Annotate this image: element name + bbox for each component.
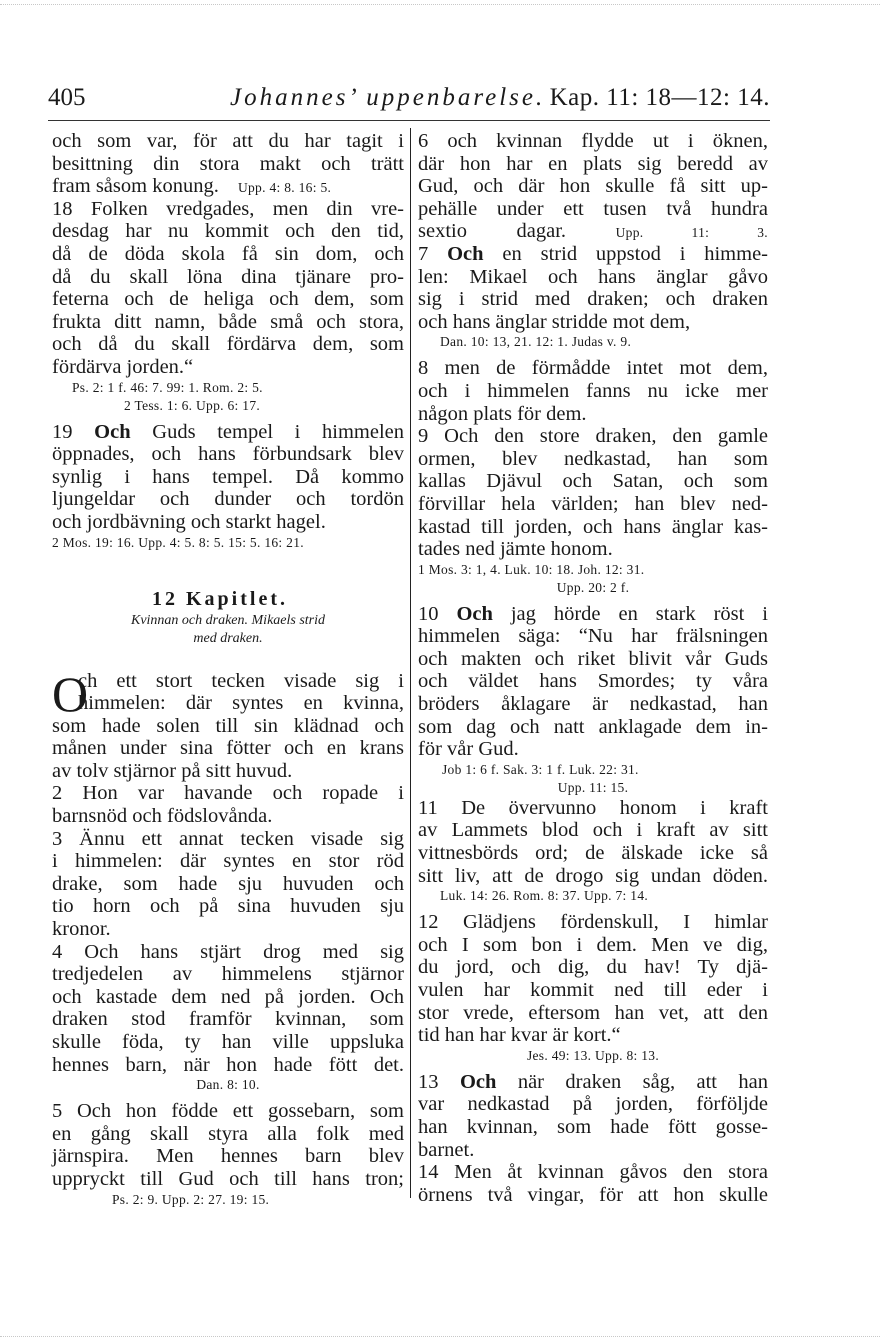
text-line: tid han har kvar är kort.“	[418, 1024, 621, 1047]
text-line: örnens två vingar, för att hon skulle	[418, 1183, 768, 1206]
text-line: någon plats för dem.	[418, 402, 587, 425]
column-divider	[410, 128, 411, 1198]
text-line: som hade solen till sin klädnad och	[52, 714, 404, 737]
chapter-reference: Kap. 11: 18—12: 14.	[549, 84, 770, 111]
text-line: kastad till jorden, och hans änglar kas-	[418, 515, 768, 538]
verse-14-start: 14 Men åt kvinnan gåvos den stora	[418, 1161, 768, 1184]
cross-reference: Ps. 2: 1 f. 46: 7. 99: 1. Rom. 2: 5.	[72, 379, 263, 395]
text-line: uppryckt till Gud och till hans tron;	[52, 1167, 404, 1190]
text-line: fördärva jorden.“	[52, 355, 194, 378]
text-line: kronor.	[52, 918, 111, 941]
verse-7-start	[418, 243, 768, 266]
spacer	[52, 552, 404, 586]
verse-och: Och	[459, 1070, 497, 1093]
cross-reference: Upp. 11: 15.	[557, 779, 629, 795]
text-line: drake, som hade sju huvuden och	[52, 872, 404, 895]
cross-reference: 1 Mos. 3: 1, 4. Luk. 10: 18. Joh. 12: 31.	[418, 561, 645, 577]
right-column	[418, 130, 768, 1206]
cross-reference: Dan. 8: 10.	[196, 1077, 260, 1093]
text-line: skulle föda, ty han ville uppsluka	[52, 1031, 404, 1053]
scan-edge-bottom	[0, 1336, 880, 1337]
line-text: jag hörde en stark röst i	[510, 602, 768, 625]
text-line: månen under sina fötter och en krans	[52, 737, 404, 760]
text-line: var nedkastad på jorden, förföljde	[418, 1093, 768, 1116]
text-line: feterna och de heliga och dem, som	[52, 288, 404, 311]
text-line: barnet.	[418, 1138, 475, 1161]
verse-11-start: 11 De övervunno honom i kraft	[418, 796, 768, 819]
verse-och: Och	[94, 420, 131, 443]
text-line: kallas Djävul och Satan, och som	[418, 470, 768, 493]
text-line: himmelen säga: “Nu har frälsningen	[418, 625, 768, 648]
verse-13-start	[418, 1071, 768, 1094]
text-line: och då du skall fördärva dem, som	[52, 333, 404, 356]
verse-18-start: 18 Folken vredgades, men din vre-	[52, 197, 404, 220]
text-line: och som var, för att du har tagit i	[52, 130, 404, 152]
cross-reference: Ps. 2: 9. Upp. 2: 27. 19: 15.	[112, 1191, 270, 1207]
verse-9-start: 9 Och den store draken, den gamle	[418, 425, 768, 448]
chapter-summary: med draken.	[193, 630, 263, 646]
text-line: draken stod framför kvinnan, som	[52, 1008, 404, 1031]
chapter-summary: Kvinnan och draken. Mikaels strid	[130, 612, 326, 628]
text-line	[418, 220, 768, 243]
scan-edge-top	[0, 4, 880, 5]
text-line: förvillar hela världen; han blev ned-	[418, 492, 768, 515]
cross-reference: Dan. 10: 13, 21. 12: 1. Judas v. 9.	[440, 334, 632, 350]
verse-number: 10	[418, 602, 439, 625]
text-line: och väldet hans Smordes; ty våra	[418, 670, 768, 693]
cross-reference: 2 Tess. 1: 6. Upp. 6: 17.	[124, 397, 261, 413]
verse-8-start: 8 men de förmådde intet mot dem,	[418, 357, 768, 380]
line-text: när draken såg, att han	[517, 1070, 769, 1093]
left-column	[52, 130, 404, 1209]
chapter-opening	[52, 665, 404, 722]
text-line: och kastade dem ned på jorden. Och	[52, 985, 404, 1008]
cross-reference: Upp. 11: 3.	[615, 225, 768, 241]
chapter-heading: 12 Kapitlet.	[152, 587, 288, 610]
text-line: och makten och riket blivit vår Guds	[418, 647, 768, 670]
text-line: vittnesbörds ord; de älskade icke så	[418, 842, 768, 865]
text-line: ch ett stort tecken visade sig i	[78, 669, 404, 692]
text-line: hennes barn, när hon hade fött det.	[52, 1053, 404, 1076]
line-text: Guds tempel i himmelen	[152, 420, 405, 443]
text-line: besittning din stora makt och trätt	[52, 152, 404, 175]
running-title: Johannes’ uppenbarelse.	[230, 84, 546, 111]
text-line: himmelen: där syntes en kvinna,	[78, 692, 404, 715]
text-line: järnspira. Men hennes barn blev	[52, 1145, 404, 1168]
verse-3-start: 3 Ännu ett annat tecken visade sig	[52, 827, 404, 850]
verse-och: Och	[447, 242, 484, 265]
cross-reference: 2 Mos. 19: 16. Upp. 4: 5. 8: 5. 15: 5. 16: 21.	[52, 534, 304, 550]
spacer	[52, 648, 404, 670]
drop-cap: O	[52, 665, 89, 722]
verse-19-start	[52, 421, 404, 444]
text-line: ljungeldar och dunder och tordön	[52, 488, 404, 511]
text-line	[52, 175, 404, 198]
text-line: tio horn och på sina huvuden sju	[52, 895, 404, 918]
text-line: desdag har nu kommit och den tid,	[52, 220, 404, 243]
cross-reference: Job 1: 6 f. Sak. 3: 1 f. Luk. 22: 31.	[442, 761, 639, 777]
text-line: pehälle under ett tusen två hundra	[418, 197, 768, 220]
text-line: stor vrede, eftersom han vet, att den	[418, 1001, 768, 1024]
text-line: frukta ditt namn, både små och stora,	[52, 310, 404, 333]
text-line: sig i strid med draken; och draken	[418, 288, 768, 311]
verse-6-start: 6 och kvinnan flydde ut i öknen,	[418, 130, 768, 152]
text-line: tredjedelen av himmelens stjärnor	[52, 963, 404, 986]
text-line: Gud, och där hon skulle få sitt up-	[418, 175, 768, 198]
line-text: sextio dagar.	[418, 220, 567, 243]
text-line: synlig i hans tempel. Då kommo	[52, 465, 404, 488]
cross-reference: Jes. 49: 13. Upp. 8: 13.	[526, 1047, 660, 1063]
text-line: i himmelen: där syntes en stor röd	[52, 850, 404, 873]
text-line: som dag och natt anklagade dem in-	[418, 715, 768, 738]
verse-10-start	[418, 603, 768, 626]
text-line: ormen, blev nedkastad, han som	[418, 447, 768, 470]
verse-number: 13	[418, 1070, 439, 1093]
page-number: 405	[48, 84, 86, 111]
text-line: där hon har en plats sig beredd av	[418, 152, 768, 175]
verse-4-start: 4 Och hans stjärt drog med sig	[52, 940, 404, 963]
text-line: och hans änglar stridde mot dem,	[418, 310, 691, 333]
verse-2-start: 2 Hon var havande och ropade i	[52, 782, 404, 805]
text-line: för vår Gud.	[418, 738, 519, 761]
text-line: då de döda skola få sin dom, och	[52, 242, 404, 265]
text-line: barnsnöd och födslovånda.	[52, 805, 273, 828]
text-line: vulen har kommit ned till eder i	[418, 979, 768, 1001]
verse-number: 19	[52, 420, 73, 443]
verse-number: 7	[418, 242, 429, 265]
text-line: sitt liv, att de drogo sig undan döden.	[418, 864, 768, 887]
line-text: en strid uppstod i himme-	[502, 242, 769, 265]
header-rule	[48, 120, 770, 121]
text-line: och I som bon i dem. Men ve dig,	[418, 933, 768, 956]
text-line: och jordbävning och starkt hagel.	[52, 510, 326, 533]
text-line: av Lammets blod och i kraft av sitt	[418, 819, 768, 842]
verse-och: Och	[456, 602, 493, 625]
text-line: och i himmelen fanns nu icke mer	[418, 379, 768, 402]
text-line: då du skall löna dina tjänare pro-	[52, 265, 404, 288]
page-header	[48, 84, 770, 124]
text-line: av tolv stjärnor på sitt huvud.	[52, 759, 293, 782]
cross-reference: Luk. 14: 26. Rom. 8: 37. Upp. 7: 14.	[440, 888, 649, 904]
cross-reference: Upp. 20: 2 f.	[556, 579, 630, 595]
text-line: han kvinnan, som hade fött gosse-	[418, 1115, 768, 1138]
verse-5-start: 5 Och hon födde ett gossebarn, som	[52, 1100, 404, 1123]
line-text: fram såsom konung.	[52, 175, 219, 198]
text-line: öppnades, och hans förbundsark blev	[52, 443, 404, 466]
text-line: len: Mikael och hans änglar gåvo	[418, 265, 768, 288]
verse-12-start: 12 Glädjens fördenskull, I himlar	[418, 911, 768, 934]
cross-reference: Upp. 4: 8. 16: 5.	[237, 180, 332, 196]
text-line: en gång skall styra alla folk med	[52, 1122, 404, 1145]
text-line: bröders åklagare är nedkastad, han	[418, 693, 768, 716]
text-line: du jord, och dig, du hav! Ty djä-	[418, 956, 768, 979]
text-line: tades ned jämte honom.	[418, 538, 613, 561]
